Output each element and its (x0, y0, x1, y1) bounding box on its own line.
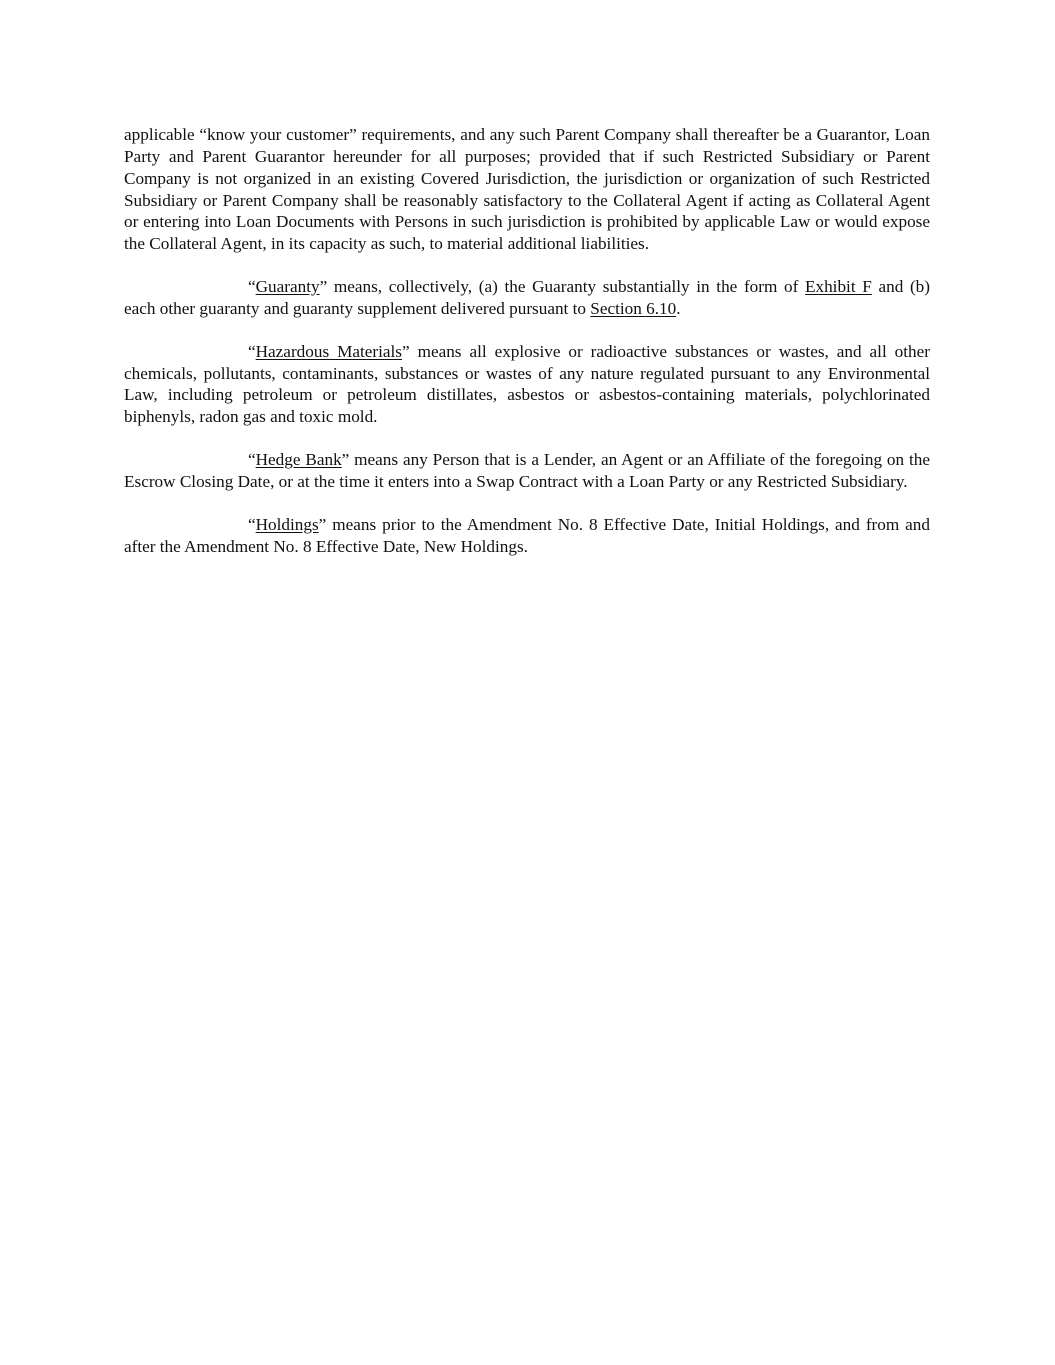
definition-text: . (676, 298, 681, 318)
definition-text: ” means prior to the Amendment No. 8 Effective Date, Initial Holdings, and from and after the Amendment No. 8 Effective Date, New Holdings. (124, 514, 930, 556)
cross-reference: Section 6.10 (590, 298, 677, 318)
definition-text: ” means, collectively, (a) the Guaranty substantially in the form of (319, 277, 805, 297)
defined-term: Hedge Bank (255, 450, 342, 470)
open-quote: “ (248, 341, 256, 361)
definition-guaranty (124, 276, 930, 320)
definition-holdings (124, 514, 930, 558)
definition-text: and (b) each other guaranty and guaranty supplement delivered pursuant to (124, 277, 930, 318)
definition-text: ” means any Person that is a Lender, an Agent or an Affiliate of the foregoing on the Escrow Closing Date, or at the time it enters into a Swap Contract with a Loan Party or any Restricted Subsidiary. (124, 450, 930, 491)
defined-term: Holdings (255, 514, 319, 534)
defined-term: Guaranty (255, 277, 320, 297)
cross-reference: Exhibit F (805, 277, 872, 297)
open-quote: “ (248, 514, 256, 534)
open-quote: “ (248, 450, 256, 470)
definition-text: ” means all explosive or radioactive substances or wastes, and all other chemicals, pollutants, contaminants, substances or wastes of any nature regulated pursuant to any Environmental Law, including petroleum or petroleum distillates, asbestos or asbestos-containing materials, polychlorinated biphenyls, radon gas and toxic mold. (124, 341, 930, 427)
open-quote: “ (248, 277, 256, 297)
defined-term: Hazardous Materials (255, 341, 402, 361)
definition-hedge-bank (124, 449, 930, 493)
document-page (124, 124, 930, 579)
definition-hazardous-materials (124, 341, 930, 428)
intro-paragraph: applicable “know your customer” requirements, and any such Parent Company shall thereafter be a Guarantor, Loan Party and Parent Guarantor hereunder for all purposes; provided that if such Restricted Subsidiary or Parent Company is not organized in an existing Covered Jurisdiction, the jurisdiction or organization of such Restricted Subsidiary or Parent Company shall be reasonably satisfactory to the Collateral Agent if acting as Collateral Agent or entering into Loan Documents with Persons in such jurisdiction is prohibited by applicable Law or would expose the Collateral Agent, in its capacity as such, to material additional liabilities. (124, 125, 930, 254)
